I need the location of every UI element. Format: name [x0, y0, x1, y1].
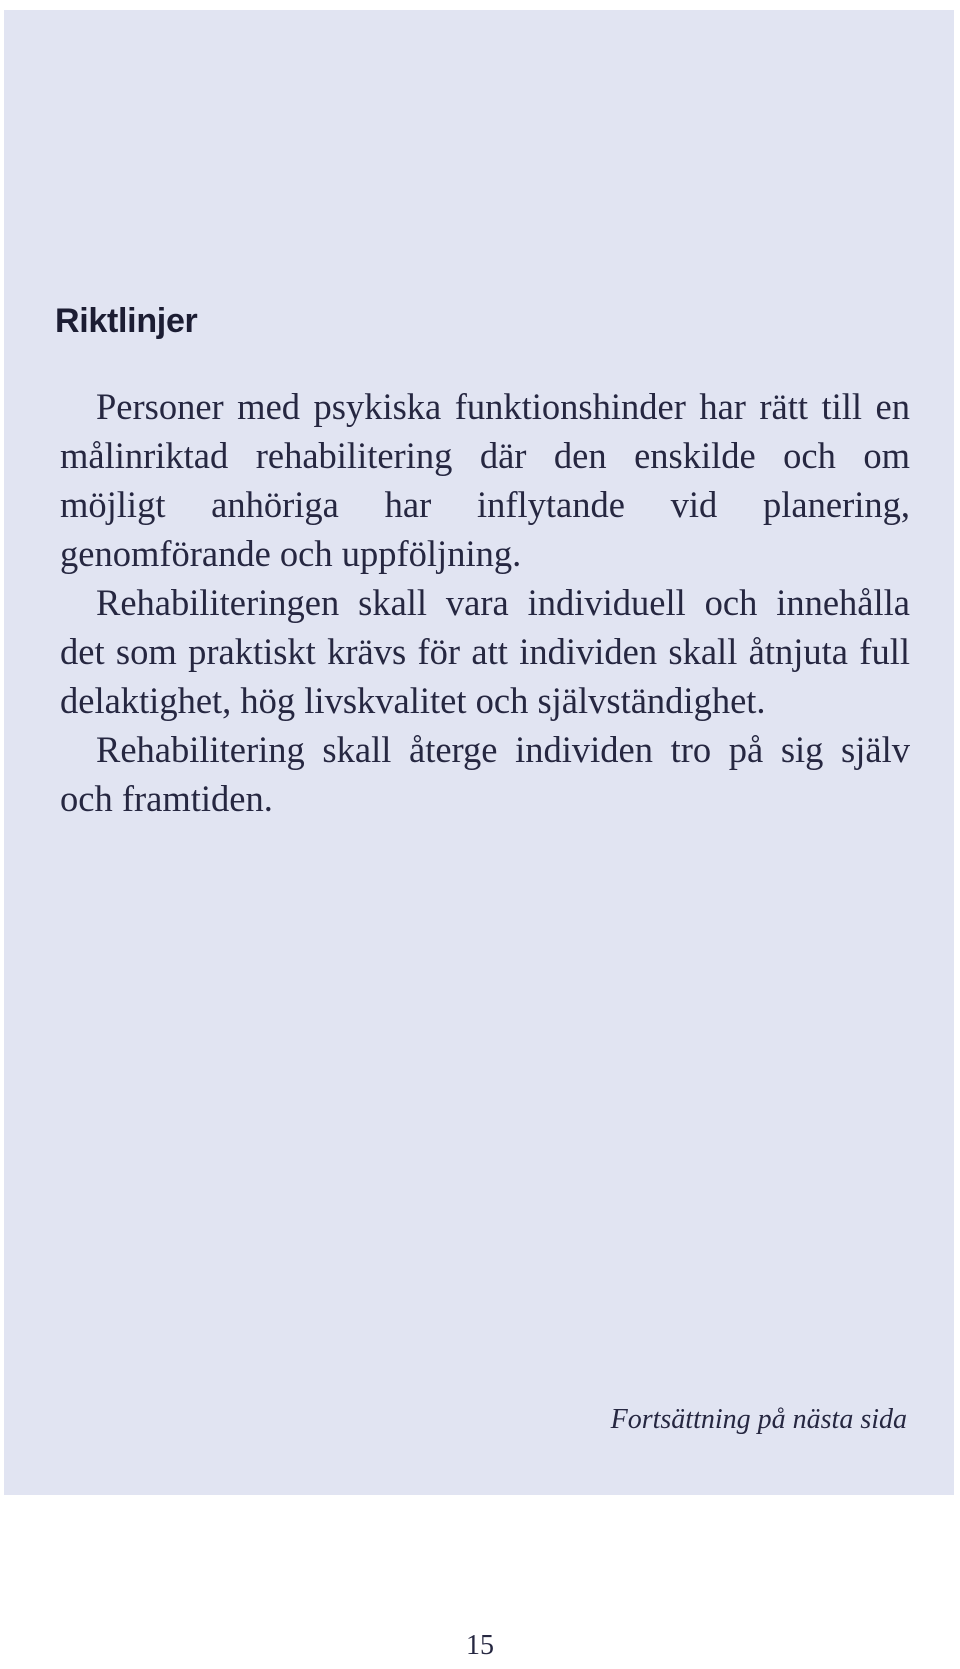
section-body: [60, 382, 910, 823]
page-number: 15: [466, 1630, 494, 1661]
paragraph: Rehabiliteringen skall vara individuell och innehålla det som praktiskt krävs för att individen skall åtnjuta full delaktighet, hög livskvalitet och självständighet.: [60, 582, 910, 721]
paragraph: Rehabilitering skall återge individen tro på sig själv och framtiden.: [60, 729, 910, 819]
continuation-note: Fortsättning på nästa sida: [610, 1404, 907, 1435]
guidelines-panel: [4, 10, 954, 1495]
paragraph: Personer med psykiska funktionshinder har rätt till en målinriktad rehabilitering där den enskilde och om möjligt anhöriga har inflytande vid planering, genomförande och uppföljning.: [60, 386, 910, 574]
section-heading: Riktlinjer: [55, 302, 198, 340]
